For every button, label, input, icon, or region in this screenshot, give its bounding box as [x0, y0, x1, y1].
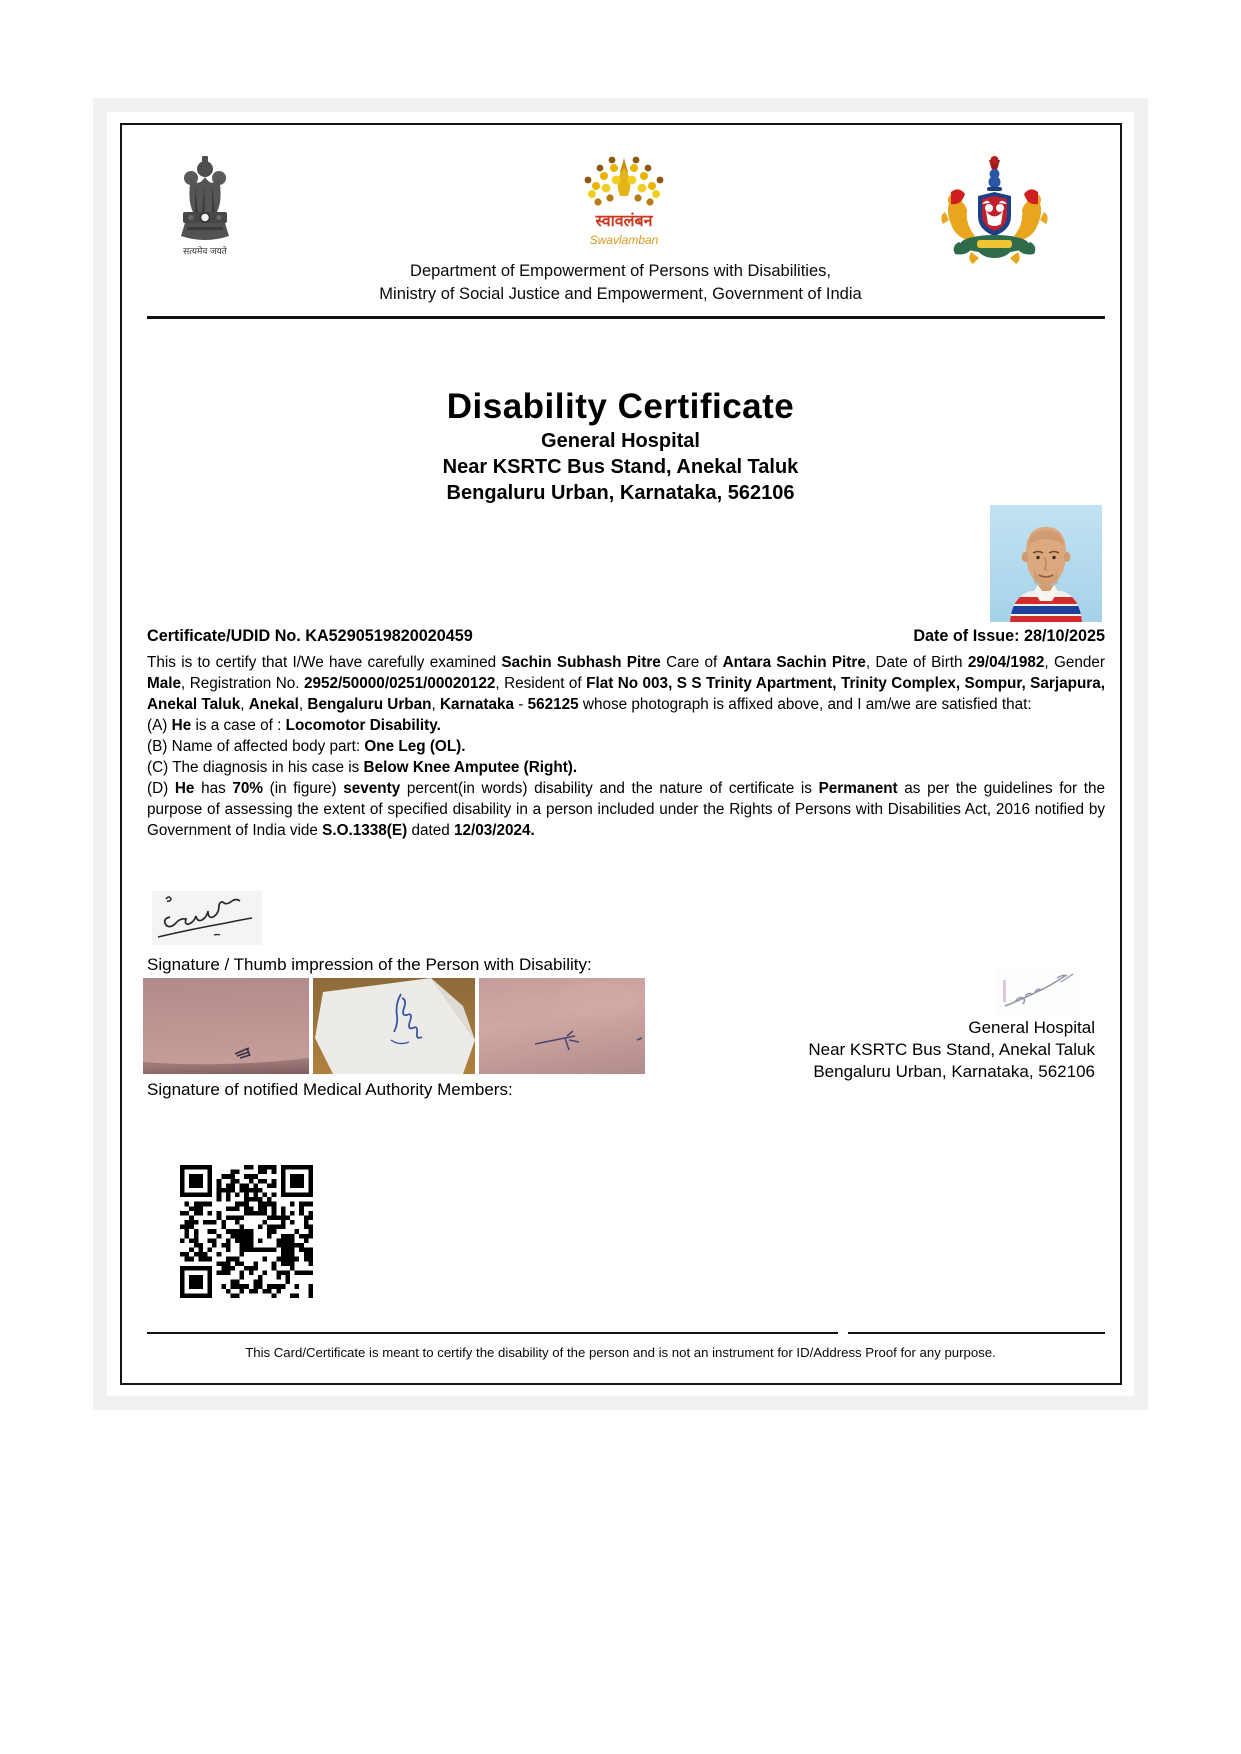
udid-number: Certificate/UDID No. KA5290519820020459 — [147, 627, 473, 645]
department-header — [107, 260, 1134, 306]
header-divider — [147, 316, 1105, 319]
person-signature-image — [152, 891, 262, 945]
clause-d: (D) He has 70% (in figure) seventy percent(in words) disability and the nature of certificate is Permanent as per the guidelines for the purpose of assessing the extent of specified disability in a person included under the Rights of Persons with Disabilities Act, 2016 notified by Government of India vide S.O.1338(E) dated 12/03/2024. — [147, 780, 1105, 839]
issuer-signature-image — [995, 968, 1079, 1016]
issuer-hospital-address-2: Bengaluru Urban, Karnataka, 562106 — [813, 1062, 1095, 1081]
karnataka-state-emblem-icon — [937, 154, 1052, 269]
authority-signature-photo-2 — [313, 978, 475, 1074]
certificate-page — [107, 112, 1134, 1396]
swavlamban-latin-text: Swavlamban — [589, 233, 659, 247]
authority-signature-strip — [143, 978, 645, 1074]
footer-disclaimer: This Card/Certificate is meant to certify the disability of the person and is not an instrument for ID/Address Proof for any purpose. — [245, 1345, 996, 1360]
qr-code — [180, 1165, 313, 1298]
authority-signature-caption: Signature of notified Medical Authority Members: — [147, 1080, 513, 1099]
hospital-address-1: Near KSRTC Bus Stand, Anekal Taluk — [442, 456, 799, 478]
clause-b: (B) Name of affected body part: One Leg (OL). — [147, 738, 466, 755]
document-background — [93, 98, 1148, 1410]
person-signature-caption: Signature / Thumb impression of the Person with Disability: — [147, 955, 592, 974]
swavlamban-hindi-text: स्वावलंबन — [595, 213, 653, 230]
certificate-body — [147, 626, 1105, 841]
intro-paragraph: This is to certify that I/We have carefully examined Sachin Subhash Pitre Care of Antara Sachin Pitre, Date of Birth 29/04/1982, Gender Male, Registration No. 2952/50000/0251/00020122, Resident of Flat No 003, S S Trinity Apartment, Trinity Complex, Sompur, Sarjapura, Anekal Taluk, Anekal, Bengaluru Urban, Karnataka - 562125 whose photograph is affixed above, and I am/we are satisfied that: — [147, 654, 1105, 713]
hospital-name: General Hospital — [541, 430, 700, 452]
page-title: Disability Certificate — [446, 387, 795, 426]
issuer-hospital-address-1: Near KSRTC Bus Stand, Anekal Taluk — [808, 1040, 1095, 1059]
india-emblem-caption: सत्यमेव जयते — [183, 246, 227, 256]
udid-row — [147, 626, 1105, 647]
department-line-2: Ministry of Social Justice and Empowerment, Government of India — [379, 285, 862, 303]
swavlamban-logo-icon — [562, 150, 686, 260]
person-photo — [990, 505, 1102, 622]
issuer-hospital-block — [808, 1017, 1095, 1083]
issuer-hospital-name: General Hospital — [968, 1018, 1095, 1037]
clause-c: (C) The diagnosis in his case is Below Knee Amputee (Right). — [147, 759, 578, 776]
authority-signature-photo-1 — [143, 978, 309, 1074]
clause-a: (A) He is a case of : Locomotor Disability. — [147, 717, 441, 734]
department-line-1: Department of Empowerment of Persons with Disabilities, — [410, 262, 831, 280]
india-state-emblem-icon — [171, 152, 239, 264]
title-block — [107, 386, 1134, 506]
hospital-address-2: Bengaluru Urban, Karnataka, 562106 — [446, 482, 795, 504]
date-of-issue: Date of Issue: 28/10/2025 — [913, 627, 1105, 645]
footer-divider-right — [848, 1332, 1105, 1334]
footer-divider-left — [147, 1332, 838, 1334]
authority-signature-photo-3 — [479, 978, 645, 1074]
